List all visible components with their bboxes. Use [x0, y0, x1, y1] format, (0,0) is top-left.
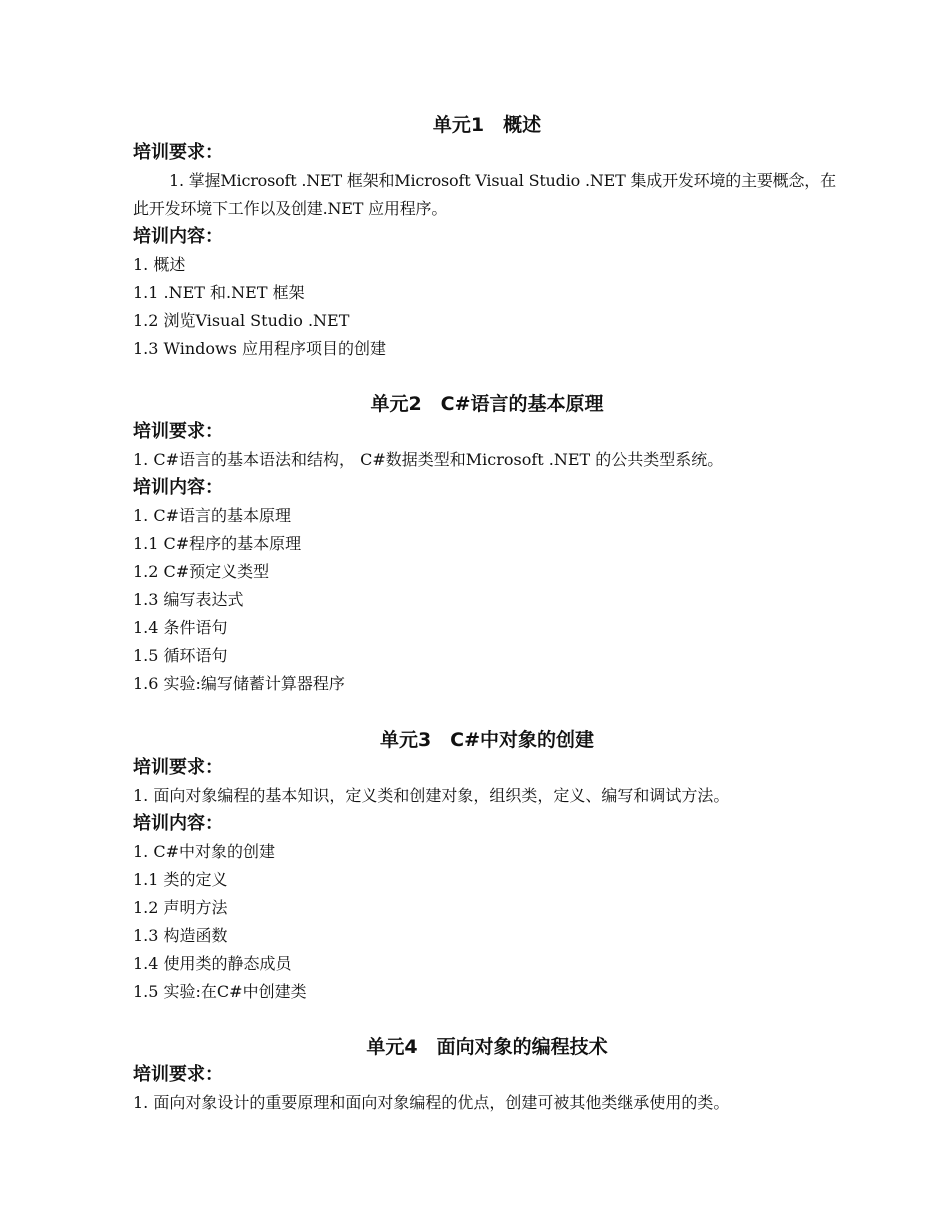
unit-1-title: 单元1 概述: [432, 114, 542, 136]
unit-4-requirements-heading: 培训要求：: [133, 1064, 223, 1085]
unit-3-section: [133, 726, 841, 1006]
unit-3-content-item: 1.1 类的定义: [133, 870, 228, 889]
unit-4-title: 单元4 面向对象的编程技术: [366, 1036, 608, 1058]
unit-1-content-heading: 培训内容：: [133, 226, 223, 247]
unit-3-requirements-heading: 培训要求：: [133, 757, 223, 778]
unit-1-content-item: 1.3 Windows 应用程序项目的创建: [133, 339, 386, 358]
unit-3-title: 单元3 C#中对象的创建: [379, 729, 595, 751]
unit-3-content-item: 1.3 构造函数: [133, 926, 228, 945]
unit-2-content-item: 1.1 C#程序的基本原理: [133, 534, 302, 553]
unit-2-content-item: 1.3 编写表达式: [133, 590, 244, 609]
unit-4-requirement-text: 1. 面向对象设计的重要原理和面向对象编程的优点，创建可被其他类继承使用的类。: [133, 1093, 730, 1112]
unit-3-content-item: 1.5 实验:在C#中创建类: [133, 982, 307, 1001]
unit-2-content-item: 1.6 实验:编写储蓄计算器程序: [133, 674, 345, 693]
unit-3-content-item: 1.4 使用类的静态成员: [133, 954, 292, 973]
unit-2-content-item: 1. C#语言的基本原理: [133, 506, 292, 525]
unit-4-section: [133, 1033, 841, 1117]
unit-3-content-item: 1.2 声明方法: [133, 898, 228, 917]
unit-1-content-item: 1. 概述: [133, 255, 186, 274]
unit-2-content-heading: 培训内容：: [133, 477, 223, 498]
unit-3-requirement-text: 1. 面向对象编程的基本知识，定义类和创建对象，组织类，定义、编写和调试方法。: [133, 786, 730, 805]
unit-1-requirements-heading: 培训要求：: [133, 142, 223, 163]
unit-3-content-item: 1. C#中对象的创建: [133, 842, 276, 861]
unit-1-content-item: 1.2 浏览Visual Studio .NET: [133, 311, 350, 330]
unit-2-title: 单元2 C#语言的基本原理: [370, 393, 604, 415]
unit-2-content-item: 1.2 C#预定义类型: [133, 562, 270, 581]
unit-1-section: [133, 111, 841, 363]
unit-2-content-item: 1.5 循环语句: [133, 646, 228, 665]
unit-1-requirement-text: 1. 掌握Microsoft .NET 框架和Microsoft Visual Studio .NET 集成开发环境的主要概念，在此开发环境下工作以及创建.NET 应用程序。: [133, 171, 836, 218]
unit-2-requirements-heading: 培训要求：: [133, 421, 223, 442]
unit-2-content-item: 1.4 条件语句: [133, 618, 228, 637]
unit-1-content-item: 1.1 .NET 和.NET 框架: [133, 283, 305, 302]
unit-3-content-heading: 培训内容：: [133, 813, 223, 834]
unit-2-requirement-text: 1. C#语言的基本语法和结构， C#数据类型和Microsoft .NET 的公共类型系统。: [133, 450, 724, 469]
unit-2-section: [133, 390, 841, 698]
